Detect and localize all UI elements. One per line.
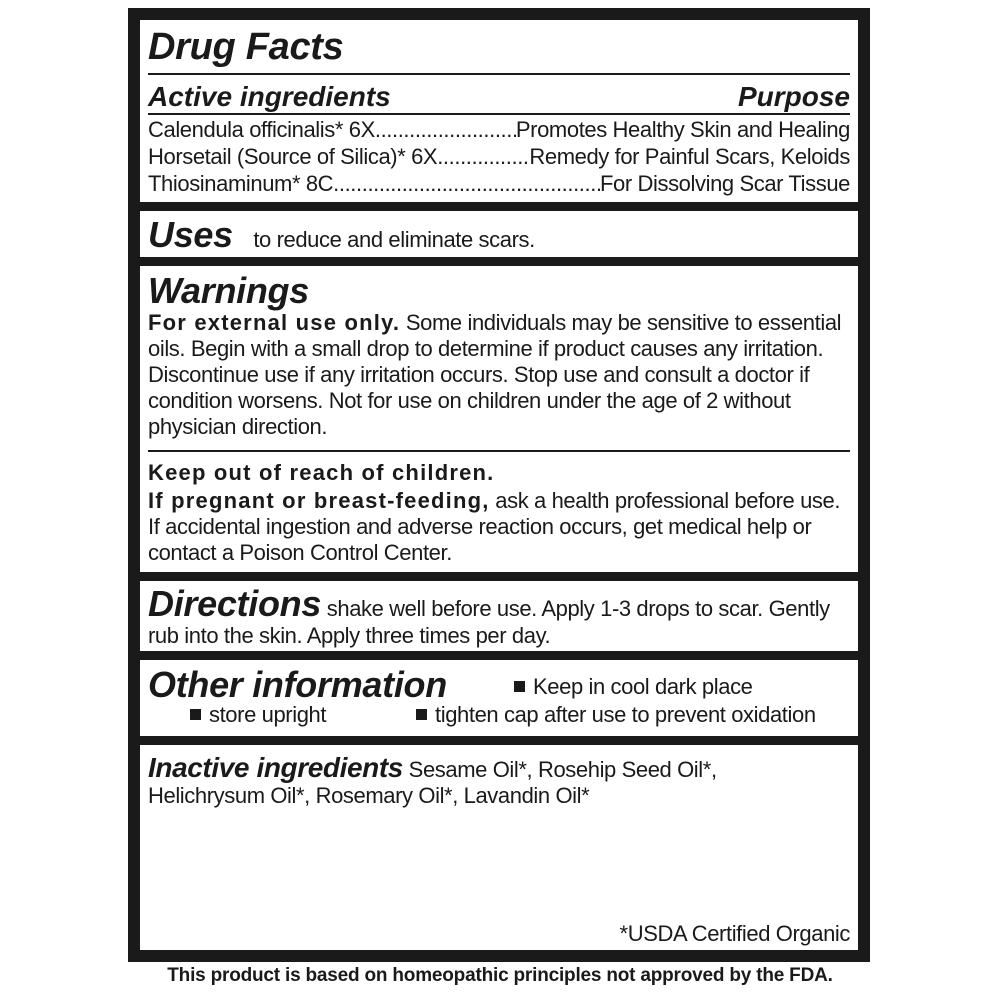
inactive-ingredients-paragraph <box>148 753 818 809</box>
uses-section <box>140 211 858 257</box>
warnings-section <box>140 266 858 572</box>
ingredient-purpose: For Dissolving Scar Tissue <box>599 171 850 196</box>
drug-facts-title: Drug Facts <box>148 26 344 68</box>
pregnant-bold: If pregnant or breast-feeding, <box>148 488 490 513</box>
inactive-ingredients-section <box>140 745 858 950</box>
pregnant-paragraph <box>148 488 850 566</box>
active-ingredients-section <box>140 20 858 202</box>
other-info-item: Keep in cool dark place <box>514 674 753 700</box>
dot-leader <box>437 143 529 170</box>
uses-line <box>148 216 535 254</box>
other-info-item: store upright <box>190 702 326 728</box>
organic-note: *USDA Certified Organic <box>619 921 850 946</box>
active-header-row <box>148 82 850 112</box>
uses-heading: Uses <box>148 214 233 255</box>
inactive-ingredients-heading: Inactive ingredients <box>148 752 403 783</box>
active-header-rule <box>148 113 850 115</box>
ingredient-purpose: Remedy for Painful Scars, Keloids <box>529 144 850 169</box>
external-use-bold: For external use only. <box>148 310 401 335</box>
title-rule <box>148 73 850 75</box>
directions-text: shake well before use. Apply 1-3 drops to scar. Gently rub into the skin. Apply three times per day. <box>148 596 830 648</box>
directions-heading: Directions <box>148 583 322 624</box>
keep-out-of-reach: Keep out of reach of children. <box>148 460 495 485</box>
ingredient-row <box>148 143 850 170</box>
active-ingredients-heading: Active ingredients <box>148 81 391 112</box>
ingredient-row <box>148 116 850 143</box>
other-information-section <box>140 660 858 736</box>
other-info-item: tighten cap after use to prevent oxidation <box>416 702 816 728</box>
ingredient-name: Thiosinaminum* 8C <box>148 171 334 196</box>
directions-paragraph <box>148 585 850 649</box>
ingredient-name: Horsetail (Source of Silica)* 6X <box>148 144 438 169</box>
purpose-heading: Purpose <box>737 81 850 112</box>
pregnant-text: ask a health professional before use. If accidental ingestion and adverse reaction occurs, get medical help or contact a Poison Control Center. <box>148 488 841 565</box>
fda-disclaimer: This product is based on homeopathic principles not approved by the FDA. <box>167 965 833 986</box>
external-use-text: Some individuals may be sensitive to essential oils. Begin with a small drop to determine if product causes any irritation. Discontinue use if any irritation occurs. Stop use and consult a doctor if condition worsens. Not for use on children under the age of 2 without physician direction. <box>148 310 842 439</box>
dot-leader <box>333 170 600 197</box>
directions-section <box>140 581 858 651</box>
drug-facts-panel <box>128 8 870 962</box>
external-use-paragraph <box>148 310 850 440</box>
bullet-square-icon <box>514 681 525 692</box>
active-ingredients-list <box>148 116 850 197</box>
warnings-heading: Warnings <box>148 270 309 311</box>
ingredient-name: Calendula officinalis* 6X <box>148 117 375 142</box>
dot-leader <box>375 116 516 143</box>
ingredient-row <box>148 170 850 197</box>
bullet-square-icon <box>416 709 427 720</box>
bullet-square-icon <box>190 709 201 720</box>
uses-text: to reduce and eliminate scars. <box>253 227 535 252</box>
other-information-heading: Other information <box>148 664 447 705</box>
warnings-rule <box>148 450 850 452</box>
inactive-ingredients-text: Sesame Oil*, Rosehip Seed Oil*, Helichrysum Oil*, Rosemary Oil*, Lavandin Oil* <box>148 757 717 808</box>
ingredient-purpose: Promotes Healthy Skin and Healing <box>515 117 850 142</box>
